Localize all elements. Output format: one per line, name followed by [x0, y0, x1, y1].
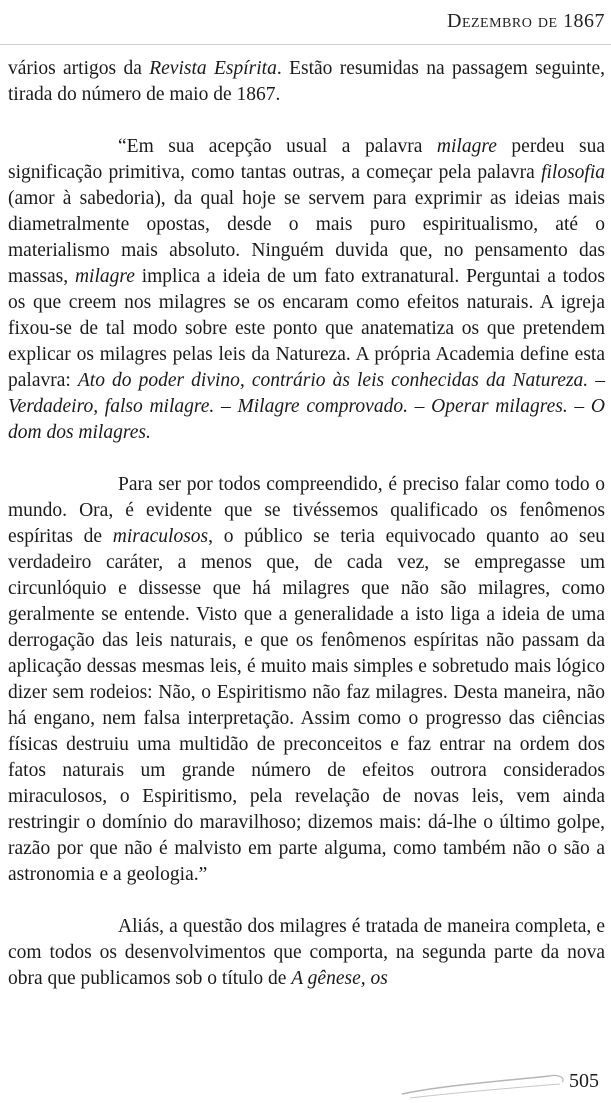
text-run: , o público se teria equivocado quanto ao seu verdadeiro caráter, a menos que, de cada vez, se empregasse um circunlóquio e dissesse que há milagres que não são milagres, como geralmente se entende. Visto que a generalidade a isto liga a ideia de uma derrogação das leis naturais, e que os fenômenos espíritas não passam da aplicação dessas mesmas leis, é muito mais simples e sobretudo mais lógico dizer sem rodeios: Não, o Espiritismo não faz milagres. Desta maneira, não há engano, nem falsa interpretação. Assim como o progresso das ciências físicas destruiu uma multidão de preconceitos e faz entrar na ordem dos fatos naturais um grande número de efeitos outrora considerados miraculosos, o Espiritismo, pela revelação de novas leis, vem ainda restringir o domínio do maravilhoso; dizemos mais: dá-lhe o último golpe, razão por que não é malvisto em parte alguma, como também não o são a astronomia e a geologia.”	[8, 526, 606, 885]
text-run: implica a ideia de um fato extranatural. Perguntai a todos os que creem nos milagres se os encaram como efeitos naturais. A igreja fixou-se de tal modo sobre este ponto que anatematiza os que pretendem explicar os milagres pelas leis da Natureza. A própria Academia define esta palavra:	[8, 266, 605, 391]
italic-run: milagre	[74, 266, 135, 287]
text-run: vários artigos da	[8, 58, 150, 79]
paragraph-quote	[8, 134, 605, 446]
footer-ornament	[400, 1072, 570, 1102]
text-run: perdeu sua significação primitiva, como tantas outras, a começar pela palavra	[8, 136, 605, 183]
paragraph-last	[8, 914, 605, 992]
header-divider	[0, 44, 611, 45]
italic-run: milagre	[436, 136, 497, 157]
text-run: Para ser por todos compreendido, é preciso falar como todo o mundo. Ora, é evidente que se tivéssemos qualificado os fenômenos espíritas de	[8, 474, 605, 547]
text-run: (amor à sabedoria), da qual hoje se servem para exprimir as ideias mais diametralmente opostas, desde o mais puro espiritualismo, até o materialismo mais absoluto. Ninguém duvida que, no pensamento das massas,	[8, 188, 605, 287]
paragraph-intro	[8, 56, 605, 108]
text-run: Aliás, a questão dos milagres é tratada de maneira completa, e com todos os desenvolvimentos que comporta, na segunda parte da nova obra que publicamos sob o título de	[8, 916, 605, 989]
italic-run: Revista Espírita	[149, 58, 277, 79]
italic-run: Ato do poder divino, contrário às leis conhecidas da Natureza. – Verdadeiro, falso milagre. – Milagre comprovado. – Operar milagres. – O dom dos milagres.	[8, 370, 606, 443]
text-run: “Em sua acepção usual a palavra	[118, 136, 437, 157]
page-number: 505	[569, 1070, 599, 1092]
running-header: Dezembro de 1867	[447, 10, 605, 32]
italic-run: filosofia	[541, 162, 605, 183]
italic-run: miraculosos	[112, 526, 209, 547]
page-body	[8, 56, 605, 992]
paragraph-main	[8, 472, 605, 888]
italic-run: A gênese, os	[291, 968, 388, 989]
text-run: . Estão resumidas na passagem seguinte, tirada do número de maio de 1867.	[8, 58, 605, 105]
